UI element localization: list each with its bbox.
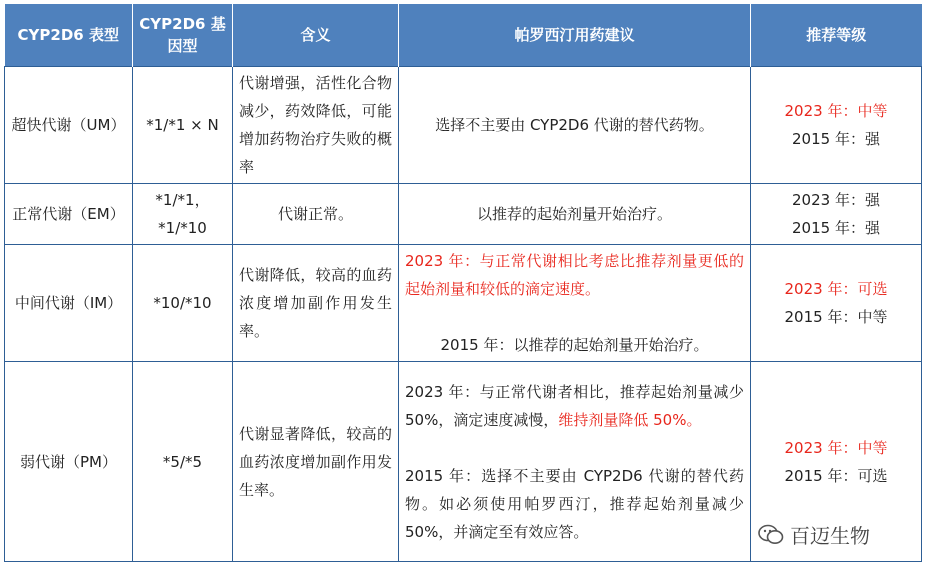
advice-2023: 2023 年：与正常代谢相比考虑比推荐剂量更低的起始剂量和较低的滴定速度。 xyxy=(405,252,744,298)
cyp2d6-paroxetine-table xyxy=(4,4,922,562)
watermark xyxy=(758,520,870,549)
advice-cell xyxy=(399,362,751,562)
advice-2015: 2015 年：选择不主要由 CYP2D6 代谢的替代药物。如必须使用帕罗西汀，推荐起始剂量减少 50%，并滴定至有效应答。 xyxy=(405,466,744,541)
advice-cell: 以推荐的起始剂量开始治疗。 xyxy=(399,184,751,245)
meaning-cell: 代谢增强，活性化合物减少，药效降低，可能增加药物治疗失败的概率 xyxy=(233,67,399,184)
grade-cell xyxy=(751,184,922,245)
advice-2023: 2023 年：与正常代谢者相比，推荐起始剂量减少 50%，滴定速度减慢， xyxy=(405,382,744,429)
grade-cell xyxy=(751,67,922,184)
advice-2015: 2015 年：以推荐的起始剂量开始治疗。 xyxy=(440,336,709,354)
genotype-cell: *1/*1，*1/*10 xyxy=(133,184,233,245)
grade-2015: 2015 年：中等 xyxy=(784,308,888,326)
phenotype-cell: 中间代谢（IM） xyxy=(5,245,133,362)
watermark-text: 百迈生物 xyxy=(790,524,870,548)
genotype-cell: *10/*10 xyxy=(133,245,233,362)
header-grade: 推荐等级 xyxy=(751,4,922,67)
table-row xyxy=(5,184,922,245)
phenotype-cell: 弱代谢（PM） xyxy=(5,362,133,562)
grade-2023: 2023 年：中等 xyxy=(784,438,888,457)
advice-cell: 选择不主要由 CYP2D6 代谢的替代药物。 xyxy=(399,67,751,184)
advice-cell xyxy=(399,245,751,362)
meaning-cell: 代谢降低，较高的血药浓度增加副作用发生率。 xyxy=(233,245,399,362)
phenotype-cell: 超快代谢（UM） xyxy=(5,67,133,184)
wechat-icon xyxy=(758,524,784,546)
grade-2023: 2023 年：中等 xyxy=(784,102,888,120)
grade-2015: 2015 年：强 xyxy=(792,219,880,237)
grade-2015: 2015 年：可选 xyxy=(784,466,888,485)
advice-2023-red: 维持剂量降低 50%。 xyxy=(558,410,702,429)
grade-2023: 2023 年：可选 xyxy=(784,280,888,298)
grade-cell xyxy=(751,245,922,362)
grade-2015: 2015 年：强 xyxy=(792,130,880,148)
header-phenotype: CYP2D6 表型 xyxy=(5,4,133,67)
meaning-cell: 代谢正常。 xyxy=(233,184,399,245)
grade-2023: 2023 年：强 xyxy=(792,191,880,209)
phenotype-cell: 正常代谢（EM） xyxy=(5,184,133,245)
genotype-cell: *1/*1 × N xyxy=(133,67,233,184)
header-meaning: 含义 xyxy=(233,4,399,67)
genotype-cell: *5/*5 xyxy=(133,362,233,562)
header-advice: 帕罗西汀用药建议 xyxy=(399,4,751,67)
table-row xyxy=(5,67,922,184)
table-row xyxy=(5,245,922,362)
header-row xyxy=(5,4,922,67)
meaning-cell: 代谢显著降低，较高的血药浓度增加副作用发生率。 xyxy=(233,362,399,562)
header-genotype: CYP2D6 基因型 xyxy=(133,4,233,67)
